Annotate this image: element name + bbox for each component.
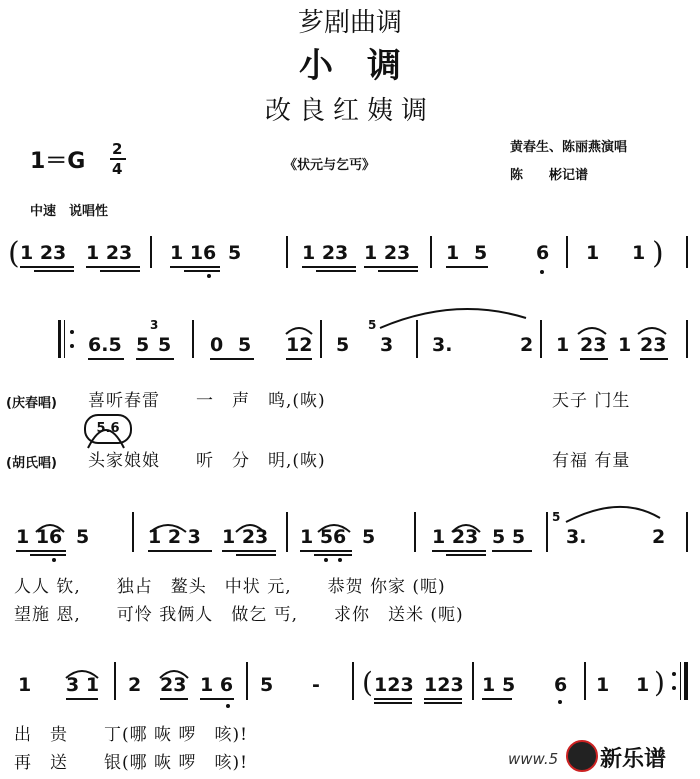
note: 1	[556, 334, 570, 356]
note: 2	[652, 526, 666, 548]
note-group: 1 2 3	[148, 526, 201, 548]
note: 3	[380, 334, 394, 356]
note-group: 1 23	[302, 242, 349, 264]
note-group: 6.5	[88, 334, 122, 356]
close-parenthesis: )	[654, 666, 665, 699]
note: 5	[362, 526, 376, 548]
note-group: 123	[424, 674, 464, 696]
lyric-verse1-phrase1-end: 天子 门生	[552, 391, 631, 411]
note: 6	[536, 242, 550, 264]
note: 1	[596, 674, 610, 696]
watermark-logo-text: 新乐谱	[600, 747, 667, 772]
note: 1	[636, 674, 650, 696]
lyric-verse2-phrase1: 头家娘娘 听 分 明,(咴)	[88, 451, 326, 471]
page-subtitle: 改良红姨调	[264, 96, 435, 126]
close-parenthesis: )	[652, 236, 664, 271]
barline	[472, 662, 474, 700]
note: 5	[502, 674, 516, 696]
lyric-verse2-phrase3: 再 送 银(哪 咴 啰 咳)!	[14, 753, 248, 773]
note-group: 1 23	[222, 526, 269, 548]
lyric-verse1-phrase2: 人人 钦, 独占 鳌头 中状 元, 恭贺 你家 (呃)	[14, 577, 446, 597]
key-signature: 1＝G	[30, 149, 86, 174]
barline	[546, 512, 548, 552]
genre-heading: 芗剧曲调	[297, 8, 402, 38]
note: 3.	[432, 334, 453, 356]
grace-ornament: 5.6	[84, 414, 132, 444]
note-group: 1 6	[200, 674, 234, 696]
note-group: 1 16	[16, 526, 63, 548]
note: 3.	[566, 526, 587, 548]
note: 5	[136, 334, 150, 356]
note: 1	[632, 242, 646, 264]
barline	[352, 662, 354, 700]
note-group: 1 23	[86, 242, 133, 264]
barline	[246, 662, 248, 700]
grace-note: 5	[552, 510, 561, 524]
note: 0	[210, 334, 224, 356]
barline	[686, 512, 688, 552]
note: 5	[238, 334, 252, 356]
note-group: 1 23	[364, 242, 411, 264]
note-group: 23	[640, 334, 667, 356]
dash: -	[312, 674, 320, 696]
time-denominator: 4	[112, 160, 123, 178]
note-group: 1 23	[432, 526, 479, 548]
note: 1	[18, 674, 32, 696]
note: 5	[228, 242, 242, 264]
role-label-qingchun: (庆春唱)	[6, 396, 57, 411]
repeat-end-barline	[680, 662, 681, 700]
time-numerator: 2	[112, 140, 123, 158]
role-label-hushi: (胡氏唱)	[6, 456, 57, 471]
note-group: 1 56	[300, 526, 347, 548]
note: 5	[336, 334, 350, 356]
watermark-url: www.5	[508, 750, 559, 768]
performers-credit: 黄春生、陈丽燕演唱	[510, 140, 628, 155]
note: 5	[158, 334, 172, 356]
note: 1	[482, 674, 496, 696]
barline	[132, 512, 134, 552]
note: 5	[474, 242, 488, 264]
note: 2	[520, 334, 534, 356]
note-group: 123	[374, 674, 414, 696]
grace-note: 3	[150, 318, 159, 332]
note: 5	[260, 674, 274, 696]
open-parenthesis: (	[362, 666, 373, 699]
note: 6	[554, 674, 568, 696]
note-group: 3 1	[66, 674, 100, 696]
open-parenthesis: (	[8, 236, 20, 271]
lyric-verse1-phrase3: 出 贵 丁(哪 咴 啰 咳)!	[14, 725, 248, 745]
barline	[414, 512, 416, 552]
note-group: 23	[160, 674, 187, 696]
barline	[114, 662, 116, 700]
lyric-verse2-phrase1-end: 有福 有量	[552, 451, 631, 471]
note-group: 5 5	[492, 526, 526, 548]
note: 1	[586, 242, 600, 264]
barline	[286, 512, 288, 552]
note: 5	[76, 526, 90, 548]
note-group: 23	[580, 334, 607, 356]
barline	[584, 662, 586, 700]
note-group: 12	[286, 334, 313, 356]
note: 1	[446, 242, 460, 264]
grace-note: 5	[368, 318, 377, 332]
lyric-verse2-phrase2: 望施 恩, 可怜 我俩人 做乞 丐, 求你 送米 (呃)	[14, 605, 464, 625]
note-group: 1 23	[20, 242, 67, 264]
lyric-verse1-phrase1: 喜听春雷 一 声 鸣,(咴)	[88, 391, 326, 411]
source-opera: 《状元与乞丐》	[284, 158, 376, 173]
note-group: 1 16	[170, 242, 217, 264]
transcriber-credit: 陈 彬记谱	[510, 168, 589, 183]
page-title: 小 调	[299, 46, 401, 86]
record-logo-icon	[566, 740, 598, 772]
tempo-marking: 中速 说唱性	[30, 204, 109, 219]
note: 2	[128, 674, 142, 696]
note: 1	[618, 334, 632, 356]
